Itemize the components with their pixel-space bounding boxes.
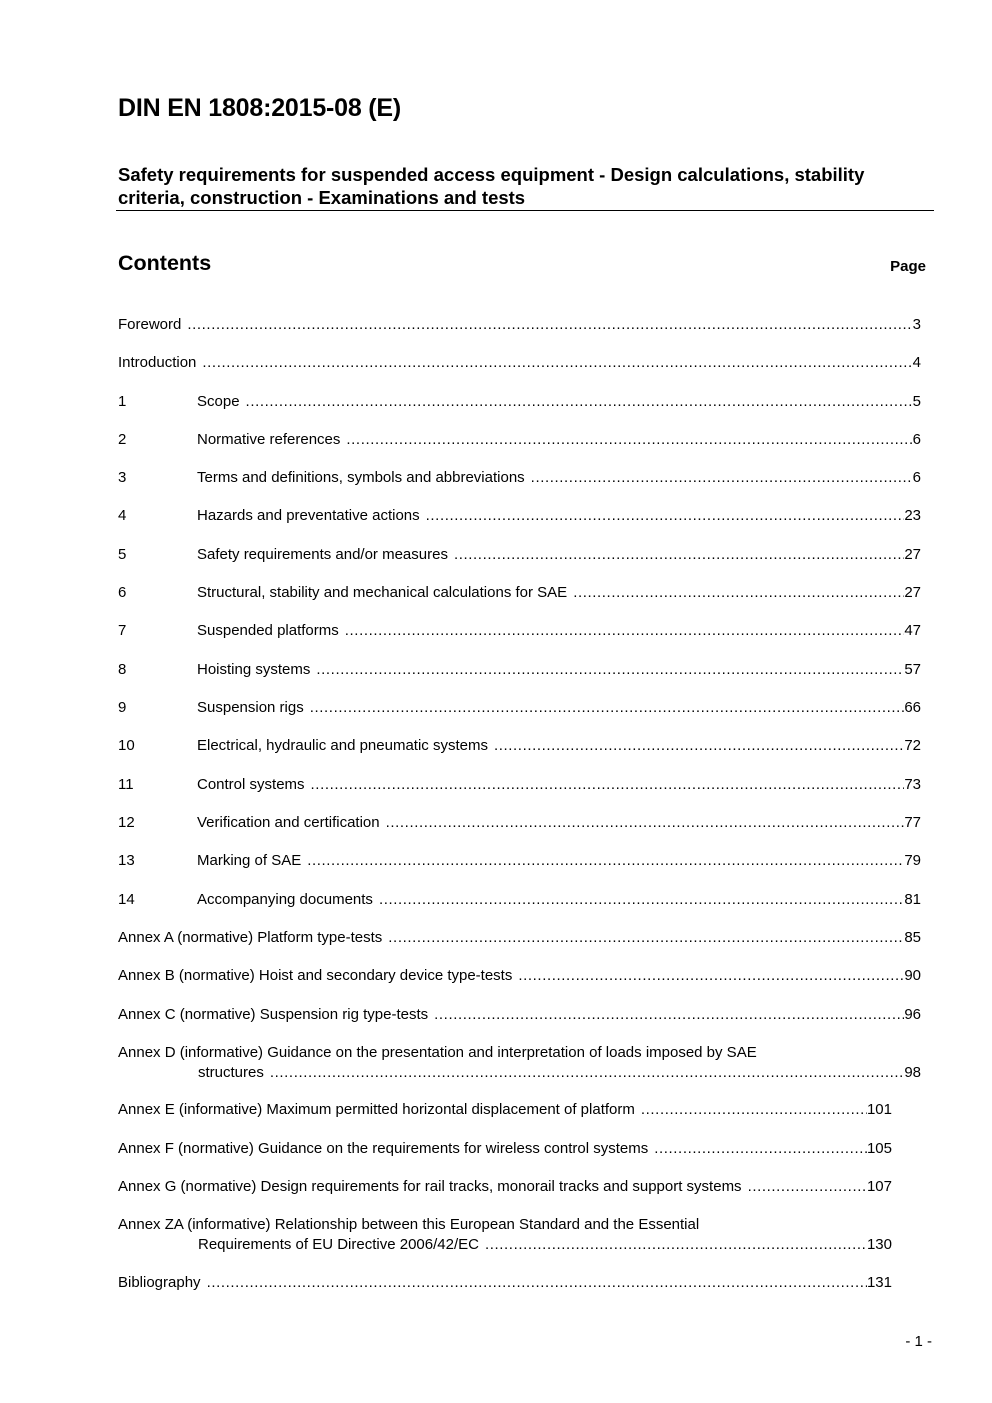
- toc-entry-text: Marking of SAE: [197, 852, 302, 869]
- toc-entry-text: Annex E (informative) Maximum permitted horizontal displacement of platform: [118, 1101, 635, 1118]
- dot-leader: [316, 660, 904, 680]
- toc-entry-clause-7[interactable]: [118, 621, 921, 641]
- dot-leader: [386, 813, 905, 833]
- toc-entry-text: Hazards and preventative actions: [197, 507, 420, 524]
- toc-entry-text: Safety requirements and/or measures: [197, 546, 448, 563]
- toc-entry-clause-11[interactable]: [118, 775, 921, 795]
- toc-entry-text: Foreword: [118, 316, 182, 333]
- toc-entry-text: Normative references: [197, 431, 341, 448]
- contents-heading: Contents: [118, 251, 212, 275]
- toc-entry-page: 96: [904, 1006, 921, 1023]
- toc-entry-text: Hoisting systems: [197, 661, 311, 678]
- toc-entry-text: Structural, stability and mechanical calculations for SAE: [197, 584, 568, 601]
- toc-entry-annex-e[interactable]: [118, 1100, 892, 1120]
- toc-entry-annex-d[interactable]: [118, 1043, 921, 1082]
- toc-entry-page: 73: [904, 776, 921, 793]
- dot-leader: [485, 1235, 867, 1255]
- document-id: DIN EN 1808:2015-08 (E): [118, 94, 402, 122]
- toc-entry-text: Annex F (normative) Guidance on the requirements for wireless control systems: [118, 1140, 649, 1157]
- toc-entry-clause-6[interactable]: [118, 583, 921, 603]
- toc-entry-page: 105: [866, 1140, 892, 1157]
- dot-leader: [346, 430, 912, 450]
- toc-entry-page: 101: [866, 1101, 892, 1118]
- toc-entry-text: Verification and certification: [197, 814, 380, 831]
- dot-leader: [494, 736, 904, 756]
- toc-entry-page: 130: [866, 1235, 892, 1253]
- dot-leader: [187, 315, 912, 335]
- dot-leader: [202, 353, 912, 373]
- toc-entry-number: 12: [118, 814, 135, 831]
- dot-leader: [270, 1063, 904, 1083]
- toc-entry-page: 27: [904, 584, 921, 601]
- toc-entry-number: 7: [118, 622, 127, 639]
- toc-entry-page: 6: [912, 431, 921, 448]
- toc-entry-text: Annex B (normative) Hoist and secondary device type-tests: [118, 967, 513, 984]
- toc-entry-continuation: structures: [198, 1063, 264, 1081]
- toc-entry-text: Terms and definitions, symbols and abbreviations: [197, 469, 525, 486]
- dot-leader: [748, 1177, 867, 1197]
- toc-entry-page: 85: [904, 929, 921, 946]
- toc-entry-page: 90: [904, 967, 921, 984]
- toc-entry-text: Suspension rigs: [197, 699, 304, 716]
- toc-entry-annex-a[interactable]: [118, 928, 921, 948]
- toc-entry-text: Bibliography: [118, 1274, 201, 1291]
- dot-leader: [246, 392, 913, 412]
- toc-entry-page: 131: [866, 1274, 892, 1291]
- toc-entry-clause-8[interactable]: [118, 660, 921, 680]
- toc-entry-number: 14: [118, 891, 135, 908]
- toc-entry-annex-b[interactable]: [118, 966, 921, 986]
- toc-entry-annex-f[interactable]: [118, 1139, 892, 1159]
- page-column-heading: Page: [890, 258, 926, 275]
- toc-entry-number: 9: [118, 699, 127, 716]
- toc-entry-text: Accompanying documents: [197, 891, 373, 908]
- toc-entry-clause-2[interactable]: [118, 430, 921, 450]
- toc-entry-annex-c[interactable]: [118, 1005, 921, 1025]
- toc-entry-page: 77: [904, 814, 921, 831]
- dot-leader: [207, 1273, 867, 1293]
- toc-entry-number: 3: [118, 469, 127, 486]
- toc-entry-text: Annex C (normative) Suspension rig type-tests: [118, 1006, 429, 1023]
- toc-entry-continuation: Requirements of EU Directive 2006/42/EC: [198, 1235, 479, 1253]
- footer-page-number: - 1 -: [905, 1333, 932, 1350]
- toc-entry-page: 27: [904, 546, 921, 563]
- toc-entry-text: Electrical, hydraulic and pneumatic systems: [197, 737, 488, 754]
- toc-entry-text: Annex ZA (informative) Relationship between this European Standard and the Essential: [118, 1216, 700, 1233]
- toc-entry-text: Control systems: [197, 776, 305, 793]
- dot-leader: [426, 506, 905, 526]
- dot-leader: [434, 1005, 904, 1025]
- dot-leader: [518, 966, 904, 986]
- toc-entry-clause-1[interactable]: [118, 392, 921, 412]
- toc-entry-introduction[interactable]: [118, 353, 921, 373]
- title-rule: [116, 210, 934, 211]
- toc-entry-page: 47: [904, 622, 921, 639]
- toc-entry-page: 23: [904, 507, 921, 524]
- toc-entry-page: 98: [904, 1063, 921, 1081]
- toc-entry-number: 1: [118, 393, 127, 410]
- dot-leader: [310, 698, 905, 718]
- toc-entry-page: 107: [866, 1178, 892, 1195]
- toc-entry-page: 4: [912, 354, 921, 371]
- dot-leader: [654, 1139, 867, 1159]
- toc-entry-number: 2: [118, 431, 127, 448]
- toc-entry-text: Suspended platforms: [197, 622, 339, 639]
- toc-entry-clause-3[interactable]: [118, 468, 921, 488]
- toc-entry-page: 72: [904, 737, 921, 754]
- toc-entry-number: 10: [118, 737, 135, 754]
- toc-entry-number: 5: [118, 546, 127, 563]
- toc-entry-page: 81: [904, 891, 921, 908]
- toc-entry-foreword[interactable]: [118, 315, 921, 335]
- dot-leader: [641, 1100, 867, 1120]
- document-title: Safety requirements for suspended access equipment - Design calculations, stability criteria, construction - Examinations and tests: [118, 164, 865, 208]
- toc-entry-page: 79: [904, 852, 921, 869]
- toc-entry-text: Annex G (normative) Design requirements for rail tracks, monorail tracks and support systems: [118, 1178, 742, 1195]
- dot-leader: [573, 583, 904, 603]
- dot-leader: [311, 775, 905, 795]
- toc-entry-clause-14[interactable]: [118, 890, 921, 910]
- dot-leader: [345, 621, 905, 641]
- toc-entry-page: 6: [912, 469, 921, 486]
- toc-entry-clause-10[interactable]: [118, 736, 921, 756]
- toc-entry-number: 8: [118, 661, 127, 678]
- toc-entry-clause-9[interactable]: [118, 698, 921, 718]
- toc-entry-annex-za[interactable]: [118, 1215, 892, 1254]
- toc-entry-text: Annex D (informative) Guidance on the presentation and interpretation of loads imposed by SAE: [118, 1044, 757, 1061]
- toc-entry-number: 4: [118, 507, 127, 524]
- toc-entry-annex-g[interactable]: [118, 1177, 892, 1197]
- toc-entry-text: Introduction: [118, 354, 197, 371]
- toc-entry-number: 11: [118, 776, 134, 793]
- toc-entry-clause-4[interactable]: [118, 506, 921, 526]
- toc-entry-page: 3: [912, 316, 921, 333]
- toc-entry-page: 5: [912, 393, 921, 410]
- toc-entry-clause-13[interactable]: [118, 851, 921, 871]
- toc-entry-number: 13: [118, 852, 135, 869]
- toc-entry-text: Annex A (normative) Platform type-tests: [118, 929, 383, 946]
- toc-entry-text: Scope: [197, 393, 240, 410]
- toc-entry-number: 6: [118, 584, 127, 601]
- dot-leader: [454, 545, 904, 565]
- dot-leader: [531, 468, 913, 488]
- toc-entry-clause-12[interactable]: [118, 813, 921, 833]
- toc-entry-clause-5[interactable]: [118, 545, 921, 565]
- dot-leader: [388, 928, 904, 948]
- toc-entry-page: 66: [904, 699, 921, 716]
- dot-leader: [307, 851, 904, 871]
- toc-entry-bibliography[interactable]: [118, 1273, 892, 1293]
- dot-leader: [379, 890, 904, 910]
- toc-entry-page: 57: [904, 661, 921, 678]
